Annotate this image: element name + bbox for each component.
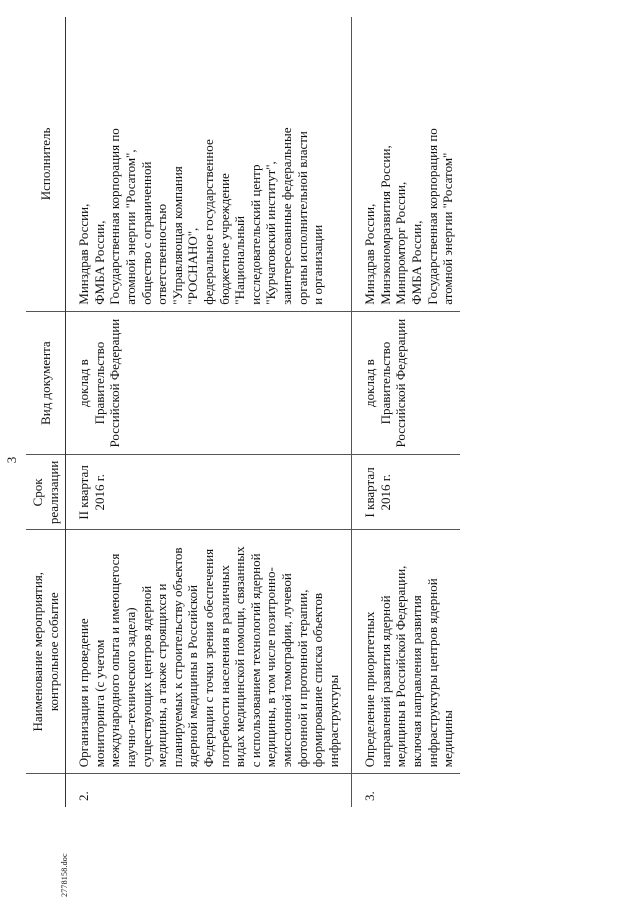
activity-name-cell <box>66 530 352 774</box>
table-row <box>66 17 352 807</box>
row-number: 3. <box>362 791 378 801</box>
document-type-cell <box>352 311 460 455</box>
header-term-label: Срок реализации <box>30 460 61 525</box>
page-number: 3 <box>4 456 19 464</box>
activity-name: Организация и проведение мониторинга (с учетом международного опыта и имеющегося научно-технического задела) существующих центров ядерной медицины, а также строящихся и планируемых к строительству объектов ядерной медицины в Российской Федерации с точки зрения обеспечения потребности населения в различных видах медицинской помощи, связанных с использованием технологий ядерной медицины, в том числе позитронно- эмиссионной томографии, лучевой фотонной и протонной терапии, формирование списка объектов инфраструктуры <box>76 546 341 768</box>
executor-value: Минздрав России, ФМБА России, Государственная корпорация по атомной энергии "Росатом", общество с ограниченной ответственностью "Управляющая компания "РОСНАНО", федеральное государственное бюджетное учреждение "Национальный исследовательский центр "Курчатовский институт", заинтересованные федеральные органы исполнительной власти и организации <box>76 127 326 305</box>
table-row <box>352 17 460 807</box>
executor-cell <box>352 17 460 311</box>
header-executor <box>26 17 66 311</box>
term-cell <box>352 455 460 530</box>
document-type-cell <box>66 311 352 455</box>
executor-cell <box>66 17 352 311</box>
executor-value: Минздрав России, Минэкономразвития России, Минпромторг России, ФМБА России, Государственная корпорация по атомной энергии "Росатом" <box>362 128 456 305</box>
header-term <box>26 455 66 530</box>
header-executor-label: Исполнитель <box>37 127 53 201</box>
row-number: 2. <box>76 791 92 801</box>
document-type-value: доклад в Правительство Российской Федерации <box>362 318 409 448</box>
term-cell <box>66 455 352 530</box>
action-plan-table <box>26 17 460 807</box>
term-value: I квартал 2016 г. <box>362 467 393 518</box>
header-activity-name <box>26 530 66 774</box>
header-document-type <box>26 311 66 455</box>
header-document-type-label: Вид документа <box>37 341 53 425</box>
header-row <box>26 17 66 807</box>
header-activity-name-label: Наименование мероприятия, контрольное событие <box>30 571 61 732</box>
activity-name: Определение приоритетных направлений развития ядерной медицины в Российской Федерации, включая направления развития инфраструктуры центров ядерной медицины <box>362 565 456 768</box>
term-value: II квартал 2016 г. <box>76 465 107 520</box>
header-number <box>26 774 66 807</box>
activity-name-cell <box>352 530 460 774</box>
row-number-cell <box>66 774 352 807</box>
table-header <box>26 17 66 807</box>
document-type-value: доклад в Правительство Российской Федерации <box>76 318 123 448</box>
row-number-cell <box>352 774 460 807</box>
document-file-code: 2778158.doc <box>60 853 69 897</box>
